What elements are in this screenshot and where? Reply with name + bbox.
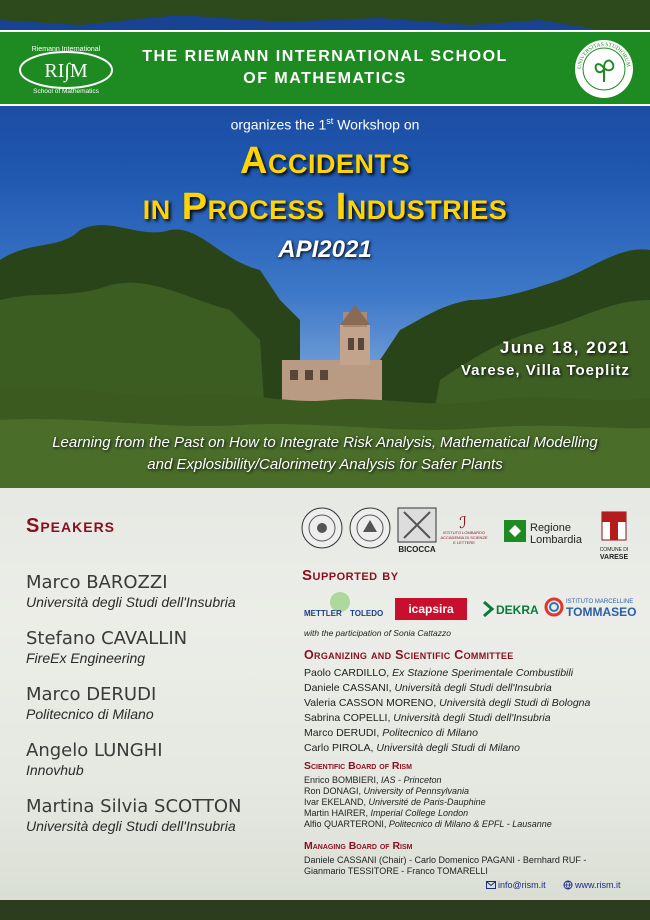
contact-website-link[interactable]: www.rism.it bbox=[575, 880, 621, 890]
subtitle-line2: and Explosibility/Calorimetry Analysis for Safer Plants bbox=[147, 456, 503, 473]
dekra-logo bbox=[484, 602, 539, 617]
managing-board-line2: Gianmario TESSITORE - Franco TOMARELLI bbox=[304, 866, 488, 876]
svg-text:Regione: Regione bbox=[530, 522, 571, 534]
svg-text:Riemann International: Riemann International bbox=[31, 46, 101, 53]
managing-board-line1: Daniele CASSANI (Chair) - Carlo Domenico PAGANI - Bernhard RUF - bbox=[304, 855, 587, 865]
committee-member: Sabrina COPELLI, Università degli Studi dell'Insubria bbox=[304, 712, 551, 724]
insubria-round-seal bbox=[302, 508, 342, 548]
mettler-toledo-logo bbox=[304, 592, 383, 618]
svg-text:UNIVERSITAS STUDIORUM INSUBRIA: UNIVERSITAS STUDIORUM bbox=[576, 41, 631, 70]
svg-text:Lombardia: Lombardia bbox=[530, 534, 582, 546]
insubria-seal bbox=[573, 38, 635, 100]
workshop-acronym: API2021 bbox=[278, 236, 372, 263]
committee-member: Daniele CASSANI, Università degli Studi dell'Insubria bbox=[304, 682, 552, 694]
svg-text:DEKRA: DEKRA bbox=[496, 603, 539, 617]
svg-text:TOLEDO: TOLEDO bbox=[350, 609, 384, 618]
speaker-name: Marco BAROZZI bbox=[26, 572, 168, 593]
svg-text:ISTITUTO MARCELLINE: ISTITUTO MARCELLINE bbox=[566, 599, 634, 605]
board-member: Ivar EKELAND, Université de Paris-Dauphine bbox=[304, 797, 486, 807]
committee-member: Carlo PIROLA, Università degli Studi di Milano bbox=[304, 742, 520, 754]
bottom-band bbox=[0, 900, 650, 920]
svg-text:TOMMASEO: TOMMASEO bbox=[566, 605, 637, 619]
comune-varese-logo bbox=[600, 512, 629, 561]
header-title bbox=[130, 46, 520, 90]
speaker-name: Angelo LUNGHI bbox=[26, 740, 163, 761]
board-member: Enrico BOMBIERI, IAS - Princeton bbox=[304, 775, 442, 785]
speaker-item bbox=[26, 572, 306, 610]
supported-by-heading: Supported by bbox=[302, 567, 399, 584]
speaker-item bbox=[26, 628, 306, 666]
svg-text:School of Mathematics: School of Mathematics bbox=[33, 88, 99, 94]
bicocca-logo bbox=[398, 508, 436, 554]
svg-text:ℐ: ℐ bbox=[459, 515, 467, 532]
header-title-line2: OF MATHEMATICS bbox=[243, 70, 407, 87]
organizes-line: organizes the 1st Workshop on bbox=[230, 116, 420, 133]
envelope-icon bbox=[486, 881, 496, 889]
sponsor-logos bbox=[302, 590, 642, 626]
event-date: June 18, 2021 bbox=[499, 338, 630, 357]
board-member: Alfio QUARTERONI, Politecnico di Milano & EPFL - Lausanne bbox=[304, 819, 552, 829]
svg-text:METTLER: METTLER bbox=[304, 609, 342, 618]
header-bar bbox=[0, 30, 650, 106]
istituto-lombardo-logo: ℐ ISTITUTO LOMBARDO ACCADEMIA DI SCIENZE E LETTERE bbox=[440, 515, 488, 545]
committee-member: Paolo CARDILLO, Ex Stazione Sperimentale Combustibili bbox=[304, 667, 574, 679]
committee-member: Marco DERUDI, Politecnico di Milano bbox=[304, 727, 478, 739]
speaker-affiliation: Politecnico di Milano bbox=[26, 706, 154, 722]
svg-text:VARESE: VARESE bbox=[599, 554, 629, 561]
board-member: Ron DONAGI, University of Pennsylvania bbox=[304, 786, 470, 796]
svg-text:COMUNE DI: COMUNE DI bbox=[599, 547, 629, 553]
rism-logo bbox=[16, 42, 116, 94]
svg-text:icapsira: icapsira bbox=[408, 602, 454, 616]
speaker-name: Marco DERUDI bbox=[26, 684, 157, 705]
managing-board-heading: Managing Board of Rism bbox=[304, 840, 413, 852]
speaker-name: Martina Silvia SCOTTON bbox=[26, 796, 242, 817]
committee-heading: Organizing and Scientific Committee bbox=[304, 648, 514, 662]
speaker-item bbox=[26, 684, 306, 722]
speaker-item bbox=[26, 740, 306, 778]
institution-logos bbox=[300, 506, 645, 562]
tommaseo-logo bbox=[546, 599, 636, 619]
speaker-affiliation: FireEx Engineering bbox=[26, 650, 146, 666]
workshop-subtitle bbox=[0, 432, 650, 476]
committee-member: Valeria CASSON MORENO, Università degli Studi di Bologna bbox=[304, 697, 591, 709]
globe-icon bbox=[563, 880, 573, 890]
subtitle-line1: Learning from the Past on How to Integrate Risk Analysis, Mathematical Modelling bbox=[52, 434, 598, 451]
milan-university-seal bbox=[350, 508, 390, 548]
speaker-item bbox=[26, 796, 306, 834]
icapsira-logo bbox=[395, 598, 467, 620]
speaker-affiliation: Università degli Studi dell'Insubria bbox=[26, 594, 236, 610]
board-member: Martin HAIRER, Imperial College London bbox=[304, 808, 469, 818]
svg-text:RI∫M: RI∫M bbox=[44, 60, 88, 82]
participation-note: with the participation of Sonia Cattazzo bbox=[304, 628, 451, 638]
workshop-title-line1: Accidents bbox=[240, 140, 410, 182]
regione-lombardia-logo bbox=[504, 520, 583, 546]
svg-text:BICOCCA: BICOCCA bbox=[398, 545, 436, 554]
header-title-line1: THE RIEMANN INTERNATIONAL SCHOOL bbox=[142, 48, 508, 65]
speaker-name: Stefano CAVALLIN bbox=[26, 628, 188, 649]
event-venue: Varese, Villa Toeplitz bbox=[460, 362, 630, 379]
speakers-heading: Speakers bbox=[26, 515, 116, 537]
scientific-board-heading: Scientific Board of Rism bbox=[304, 760, 412, 772]
workshop-title-line2: in Process Industries bbox=[142, 186, 508, 228]
speaker-affiliation: Innovhub bbox=[26, 762, 84, 778]
speaker-affiliation: Università degli Studi dell'Insubria bbox=[26, 818, 236, 834]
contact-email-link[interactable]: info@rism.it bbox=[498, 880, 546, 890]
